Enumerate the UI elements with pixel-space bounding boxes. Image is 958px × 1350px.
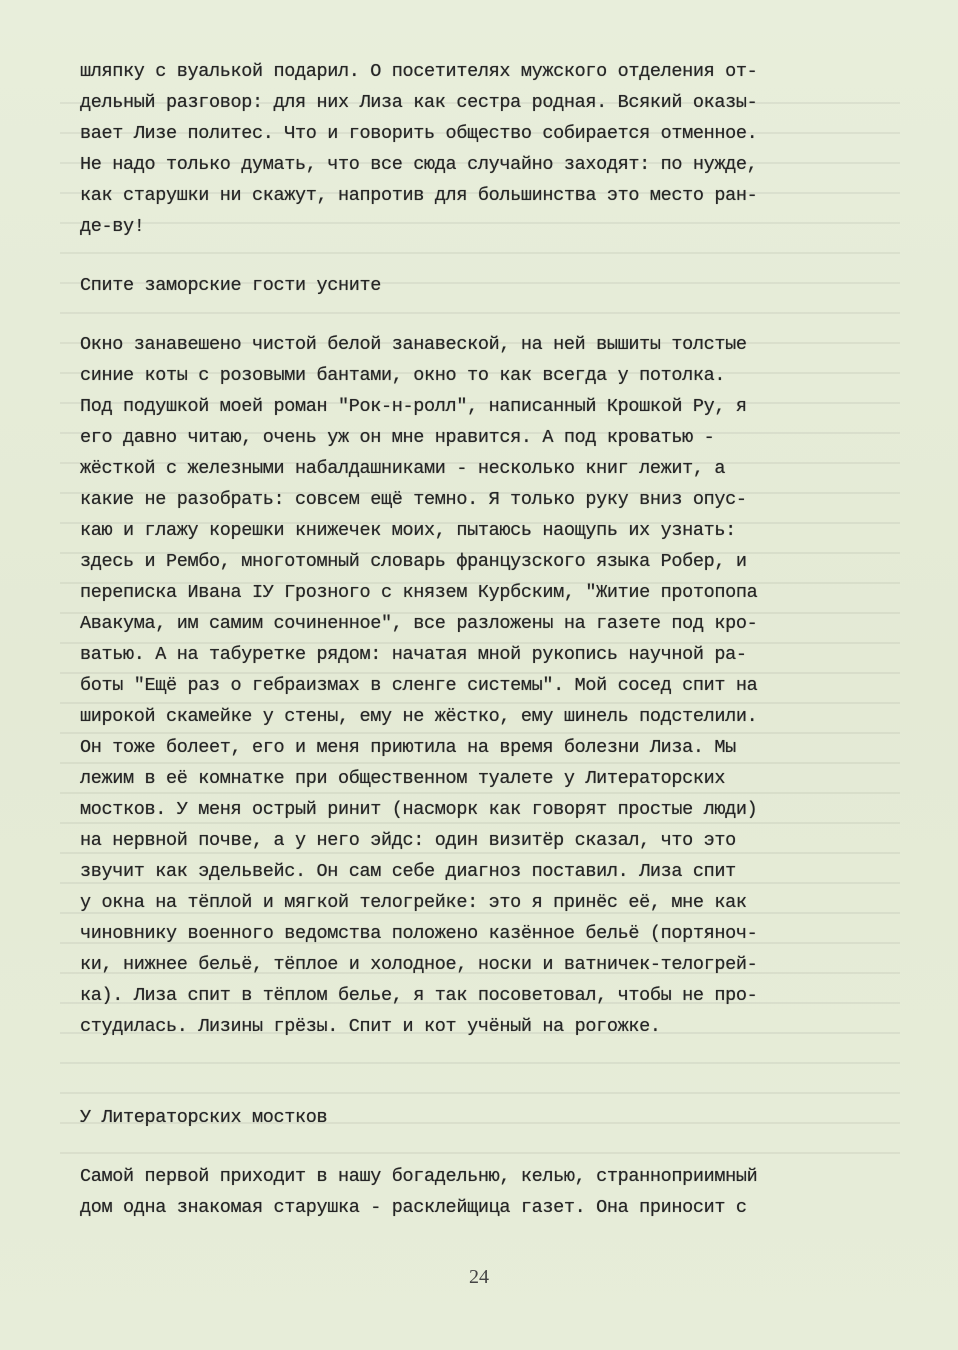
text-line: Под подушкой моей роман "Рок-н-ролл", написанный Крошкой Ру, я xyxy=(80,396,747,417)
text-line: боты "Ещё раз о гебраизмах в сленге системы". Мой сосед спит на xyxy=(80,675,758,696)
text-line: лежим в её комнатке при общественном туалете у Литераторских xyxy=(80,768,726,789)
text-line: каю и глажу корешки книжечек моих, пытаюсь наощупь их узнать: xyxy=(80,520,736,541)
spacer xyxy=(80,1133,880,1161)
spacer xyxy=(80,301,880,329)
text-line: дельный разговор: для них Лиза как сестра родная. Всякий оказы- xyxy=(80,92,758,113)
text-body xyxy=(80,56,880,1223)
text-line: как старушки ни скажут, напротив для большинства это место ран- xyxy=(80,185,758,206)
text-line: Самой первой приходит в нашу богадельню, келью, странноприимный xyxy=(80,1166,758,1187)
section-heading: У Литераторских мостков xyxy=(80,1107,328,1128)
text-line: чиновнику военного ведомства положено казённое бельё (портяноч- xyxy=(80,923,758,944)
text-line: Не надо только думать, что все сюда случайно заходят: по нужде, xyxy=(80,154,758,175)
text-line: звучит как эдельвейс. Он сам себе диагноз поставил. Лиза спит xyxy=(80,861,736,882)
spacer xyxy=(80,242,880,270)
page-number: 24 xyxy=(469,1266,489,1288)
text-line: студилась. Лизины грёзы. Спит и кот учёный на рогожке. xyxy=(80,1016,661,1037)
text-line: ки, нижнее бельё, тёплое и холодное, носки и ватничек-телогрей- xyxy=(80,954,758,975)
text-line: жёсткой с железными набалдашниками - несколько книг лежит, а xyxy=(80,458,726,479)
spacer xyxy=(80,1042,880,1102)
text-line: ка). Лиза спит в тёплом белье, я так посоветовал, чтобы не про- xyxy=(80,985,758,1006)
text-line: Окно занавешено чистой белой занавеской, на ней вышиты толстые xyxy=(80,334,747,355)
text-line: переписка Ивана IУ Грозного с князем Курбским, "Житие протопопа xyxy=(80,582,758,603)
text-line: Он тоже болеет, его и меня приютила на время болезни Лиза. Мы xyxy=(80,737,736,758)
section-heading: Спите заморские гости усните xyxy=(80,275,382,296)
text-line: у окна на тёплой и мягкой телогрейке: это я принёс её, мне как xyxy=(80,892,747,913)
paragraph xyxy=(80,329,880,1042)
text-line: его давно читаю, очень уж он мне нравится. А под кроватью - xyxy=(80,427,715,448)
text-line: вает Лизе политес. Что и говорить общество собирается отменное. xyxy=(80,123,758,144)
text-line: дом одна знакомая старушка - расклейщица газет. Она приносит с xyxy=(80,1197,747,1218)
text-line: шляпку с вуалькой подарил. О посетителях мужского отделения от- xyxy=(80,61,758,82)
text-line: здесь и Рембо, многотомный словарь французского языка Робер, и xyxy=(80,551,747,572)
text-line: на нервной почве, а у него эйдс: один визитёр сказал, что это xyxy=(80,830,736,851)
text-line: ватью. А на табуретке рядом: начатая мной рукопись научной ра- xyxy=(80,644,747,665)
paragraph xyxy=(80,56,880,242)
text-line: Авакума, им самим сочиненное", все разложены на газете под кро- xyxy=(80,613,758,634)
text-line: мостков. У меня острый ринит (насморк как говорят простые люди) xyxy=(80,799,758,820)
text-line: де-ву! xyxy=(80,216,145,237)
text-line: синие коты с розовыми бантами, окно то как всегда у потолка. xyxy=(80,365,726,386)
text-line: какие не разобрать: совсем ещё темно. Я только руку вниз опус- xyxy=(80,489,747,510)
text-line: широкой скамейке у стены, ему не жёстко, ему шинель подстелили. xyxy=(80,706,758,727)
paragraph xyxy=(80,1161,880,1223)
